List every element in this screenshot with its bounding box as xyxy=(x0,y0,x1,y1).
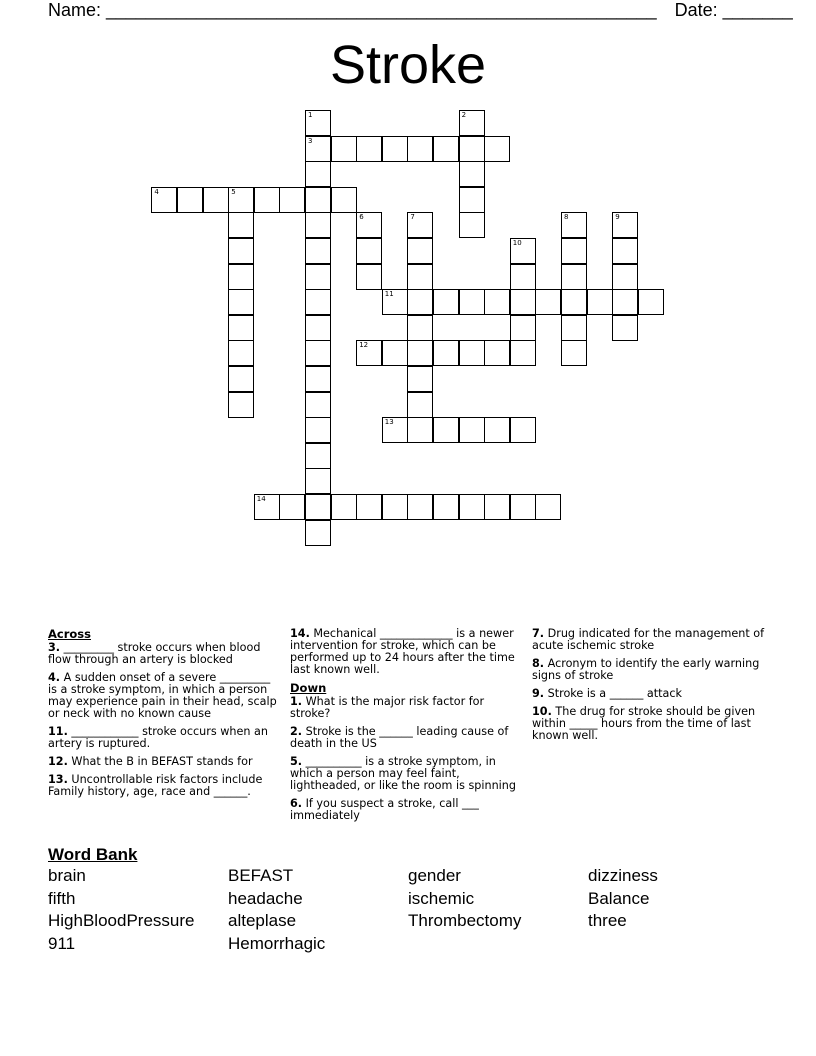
word-bank-item: Hemorrhagic xyxy=(228,934,326,954)
down-heading: Down xyxy=(290,681,327,695)
grid-cell[interactable] xyxy=(484,417,510,443)
grid-cell[interactable] xyxy=(228,264,254,290)
grid-cell[interactable] xyxy=(356,340,382,366)
grid-cell[interactable] xyxy=(331,494,357,520)
grid-cell[interactable] xyxy=(305,136,331,162)
grid-cell[interactable] xyxy=(407,340,433,366)
grid-cell[interactable] xyxy=(254,187,280,213)
clues-column-1 xyxy=(48,628,278,804)
word-bank xyxy=(48,866,788,957)
grid-cell[interactable] xyxy=(612,212,638,238)
grid-cell[interactable] xyxy=(356,238,382,264)
word-bank-item: BEFAST xyxy=(228,866,294,885)
grid-cell[interactable] xyxy=(561,264,587,290)
grid-cell[interactable] xyxy=(305,392,331,418)
grid-cell[interactable] xyxy=(407,315,433,341)
grid-cell[interactable] xyxy=(305,110,331,136)
clue-down-2: 2. Stroke is the ______ leading cause of death in the US xyxy=(290,725,509,750)
grid-cell[interactable] xyxy=(407,238,433,264)
grid-cell[interactable] xyxy=(331,187,357,213)
grid-cell[interactable] xyxy=(331,136,357,162)
cell-number: 11 xyxy=(384,290,394,299)
grid-cell[interactable] xyxy=(433,417,459,443)
grid-cell[interactable] xyxy=(356,212,382,238)
grid-cell[interactable] xyxy=(305,520,331,546)
grid-cell[interactable] xyxy=(459,417,485,443)
grid-cell[interactable] xyxy=(433,494,459,520)
clue-down-7: 7. Drug indicated for the management of acute ischemic stroke xyxy=(532,627,765,652)
grid-cell[interactable] xyxy=(459,187,485,213)
clue-down-9: 9. Stroke is a ______ attack xyxy=(532,687,682,700)
grid-cell[interactable] xyxy=(228,315,254,341)
cell-number: 9 xyxy=(615,213,620,222)
grid-cell[interactable] xyxy=(356,264,382,290)
grid-cell[interactable] xyxy=(279,494,305,520)
grid-cell[interactable] xyxy=(612,264,638,290)
grid-cell[interactable] xyxy=(382,494,408,520)
grid-cell[interactable] xyxy=(433,136,459,162)
clue-down-6: 6. If you suspect a stroke, call ___ immediately xyxy=(290,797,479,822)
cell-number: 1 xyxy=(308,111,313,119)
grid-cell[interactable] xyxy=(356,494,382,520)
cell-number: 5 xyxy=(231,187,236,196)
grid-cell[interactable] xyxy=(254,494,280,520)
cell-number: 13 xyxy=(384,418,394,427)
cell-number: 14 xyxy=(256,495,266,503)
clue-down-5: 5. __________ is a stroke symptom, in which a person may feel faint, lightheaded, or like the room is spinning xyxy=(290,755,516,792)
grid-cell[interactable] xyxy=(382,289,408,315)
grid-cell[interactable] xyxy=(228,187,254,213)
grid-cell[interactable] xyxy=(305,468,331,494)
grid-cell[interactable] xyxy=(561,212,587,238)
grid-cell[interactable] xyxy=(510,238,536,264)
word-bank-item: headache xyxy=(228,888,303,908)
grid-cell[interactable] xyxy=(459,110,485,136)
grid-cell[interactable] xyxy=(561,289,587,315)
grid-cell[interactable] xyxy=(612,289,638,315)
grid-cell[interactable] xyxy=(382,136,408,162)
grid-cell[interactable] xyxy=(433,340,459,366)
grid-cell[interactable] xyxy=(177,187,203,213)
grid-cell[interactable] xyxy=(305,161,331,187)
grid-cell[interactable] xyxy=(305,264,331,290)
word-bank-title: Word Bank xyxy=(48,845,138,864)
grid-cell[interactable] xyxy=(459,289,485,315)
grid-cell[interactable] xyxy=(561,340,587,366)
date-field-label[interactable]: Date: _______ xyxy=(674,0,793,20)
clue-across-11: 11. ____________ stroke occurs when an artery is ruptured. xyxy=(48,725,268,750)
grid-cell[interactable] xyxy=(484,136,510,162)
word-bank-item: brain xyxy=(48,866,86,885)
cell-number: 4 xyxy=(154,187,159,196)
word-bank-item: HighBloodPressure xyxy=(48,911,195,931)
clue-across-12: 12. What the B in BEFAST stands for xyxy=(48,755,253,768)
clues-column-2 xyxy=(290,628,524,828)
across-heading: Across xyxy=(48,627,91,641)
clue-across-3: 3. _________ stroke occurs when blood flow through an artery is blocked xyxy=(48,641,261,666)
word-bank-item: fifth xyxy=(48,888,76,908)
grid-cell[interactable] xyxy=(305,494,331,520)
clue-down-8: 8. Acronym to identify the early warning signs of stroke xyxy=(532,657,760,682)
grid-cell[interactable] xyxy=(305,187,331,213)
grid-cell[interactable] xyxy=(407,417,433,443)
grid-cell[interactable] xyxy=(228,212,254,238)
grid-cell[interactable] xyxy=(228,366,254,392)
grid-cell[interactable] xyxy=(510,340,536,366)
cell-number: 6 xyxy=(359,213,364,222)
grid-cell[interactable] xyxy=(305,366,331,392)
grid-cell[interactable] xyxy=(356,136,382,162)
grid-cell[interactable] xyxy=(305,212,331,238)
grid-cell[interactable] xyxy=(305,417,331,443)
word-bank-item: ischemic xyxy=(408,888,475,908)
grid-cell[interactable] xyxy=(279,187,305,213)
cell-number: 10 xyxy=(512,239,522,247)
word-bank-item: 911 xyxy=(48,934,76,954)
grid-cell[interactable] xyxy=(407,264,433,290)
clue-down-10: 10. The drug for stroke should be given within _____ hours from the time of last known well. xyxy=(532,705,756,742)
grid-cell[interactable] xyxy=(305,289,331,315)
grid-cell[interactable] xyxy=(459,161,485,187)
grid-cell[interactable] xyxy=(305,238,331,264)
word-bank-item: Thrombectomy xyxy=(408,911,522,931)
grid-cell[interactable] xyxy=(612,238,638,264)
word-bank-item: three xyxy=(588,911,627,931)
grid-cell[interactable] xyxy=(484,289,510,315)
grid-cell[interactable] xyxy=(305,315,331,341)
grid-cell[interactable] xyxy=(484,494,510,520)
clue-across-13: 13. Uncontrollable risk factors include Family history, age, race and ______. xyxy=(48,773,263,798)
name-field-label[interactable]: Name: _______________________________________________________ xyxy=(48,0,657,20)
grid-cell[interactable] xyxy=(510,264,536,290)
grid-cell[interactable] xyxy=(510,315,536,341)
grid-cell[interactable] xyxy=(382,417,408,443)
grid-cell[interactable] xyxy=(228,289,254,315)
grid-cell[interactable] xyxy=(151,187,177,213)
clue-down-1: 1. What is the major risk factor for stroke? xyxy=(290,695,485,720)
grid-cell[interactable] xyxy=(459,212,485,238)
grid-cell[interactable] xyxy=(407,289,433,315)
cell-number: 2 xyxy=(461,111,467,119)
grid-cell[interactable] xyxy=(305,443,331,469)
grid-cell[interactable] xyxy=(228,392,254,418)
grid-cell[interactable] xyxy=(510,417,536,443)
word-bank-item: alteplase xyxy=(228,911,297,931)
cell-number: 8 xyxy=(564,213,569,222)
grid-cell[interactable] xyxy=(587,289,613,315)
grid-cell[interactable] xyxy=(203,187,229,213)
grid-cell[interactable] xyxy=(561,238,587,264)
grid-cell[interactable] xyxy=(510,494,536,520)
clue-across-4: 4. A sudden onset of a severe _________ is a stroke symptom, in which a person may experience pain in their head, scalp or neck with no known cause xyxy=(48,671,277,720)
grid-cell[interactable] xyxy=(612,315,638,341)
clues-column-3 xyxy=(532,628,772,748)
grid-cell[interactable] xyxy=(407,212,433,238)
grid-cell[interactable] xyxy=(407,366,433,392)
word-bank-item: dizziness xyxy=(588,866,658,885)
grid-cell[interactable] xyxy=(407,392,433,418)
grid-cell[interactable] xyxy=(305,340,331,366)
grid-cell[interactable] xyxy=(510,289,536,315)
word-bank-item: gender xyxy=(408,866,461,885)
grid-cell[interactable] xyxy=(407,494,433,520)
grid-cell[interactable] xyxy=(382,340,408,366)
cell-number: 3 xyxy=(308,136,313,145)
word-bank-item: Balance xyxy=(588,888,650,908)
grid-cell[interactable] xyxy=(535,289,561,315)
grid-cell[interactable] xyxy=(407,136,433,162)
page-title: Stroke xyxy=(329,35,487,95)
grid-cell[interactable] xyxy=(228,340,254,366)
grid-cell[interactable] xyxy=(459,494,485,520)
grid-cell[interactable] xyxy=(561,315,587,341)
grid-cell[interactable] xyxy=(459,340,485,366)
grid-cell[interactable] xyxy=(433,289,459,315)
grid-cell[interactable] xyxy=(638,289,664,315)
cell-number: 12 xyxy=(359,341,369,350)
grid-cell[interactable] xyxy=(228,238,254,264)
clue-across-14: 14. Mechanical _____________ is a newer intervention for stroke, which can be performed up to 24 hours after the time last known well. xyxy=(290,627,515,676)
grid-cell[interactable] xyxy=(459,136,485,162)
grid-cell[interactable] xyxy=(535,494,561,520)
cell-number: 7 xyxy=(410,213,415,222)
grid-cell[interactable] xyxy=(484,340,510,366)
